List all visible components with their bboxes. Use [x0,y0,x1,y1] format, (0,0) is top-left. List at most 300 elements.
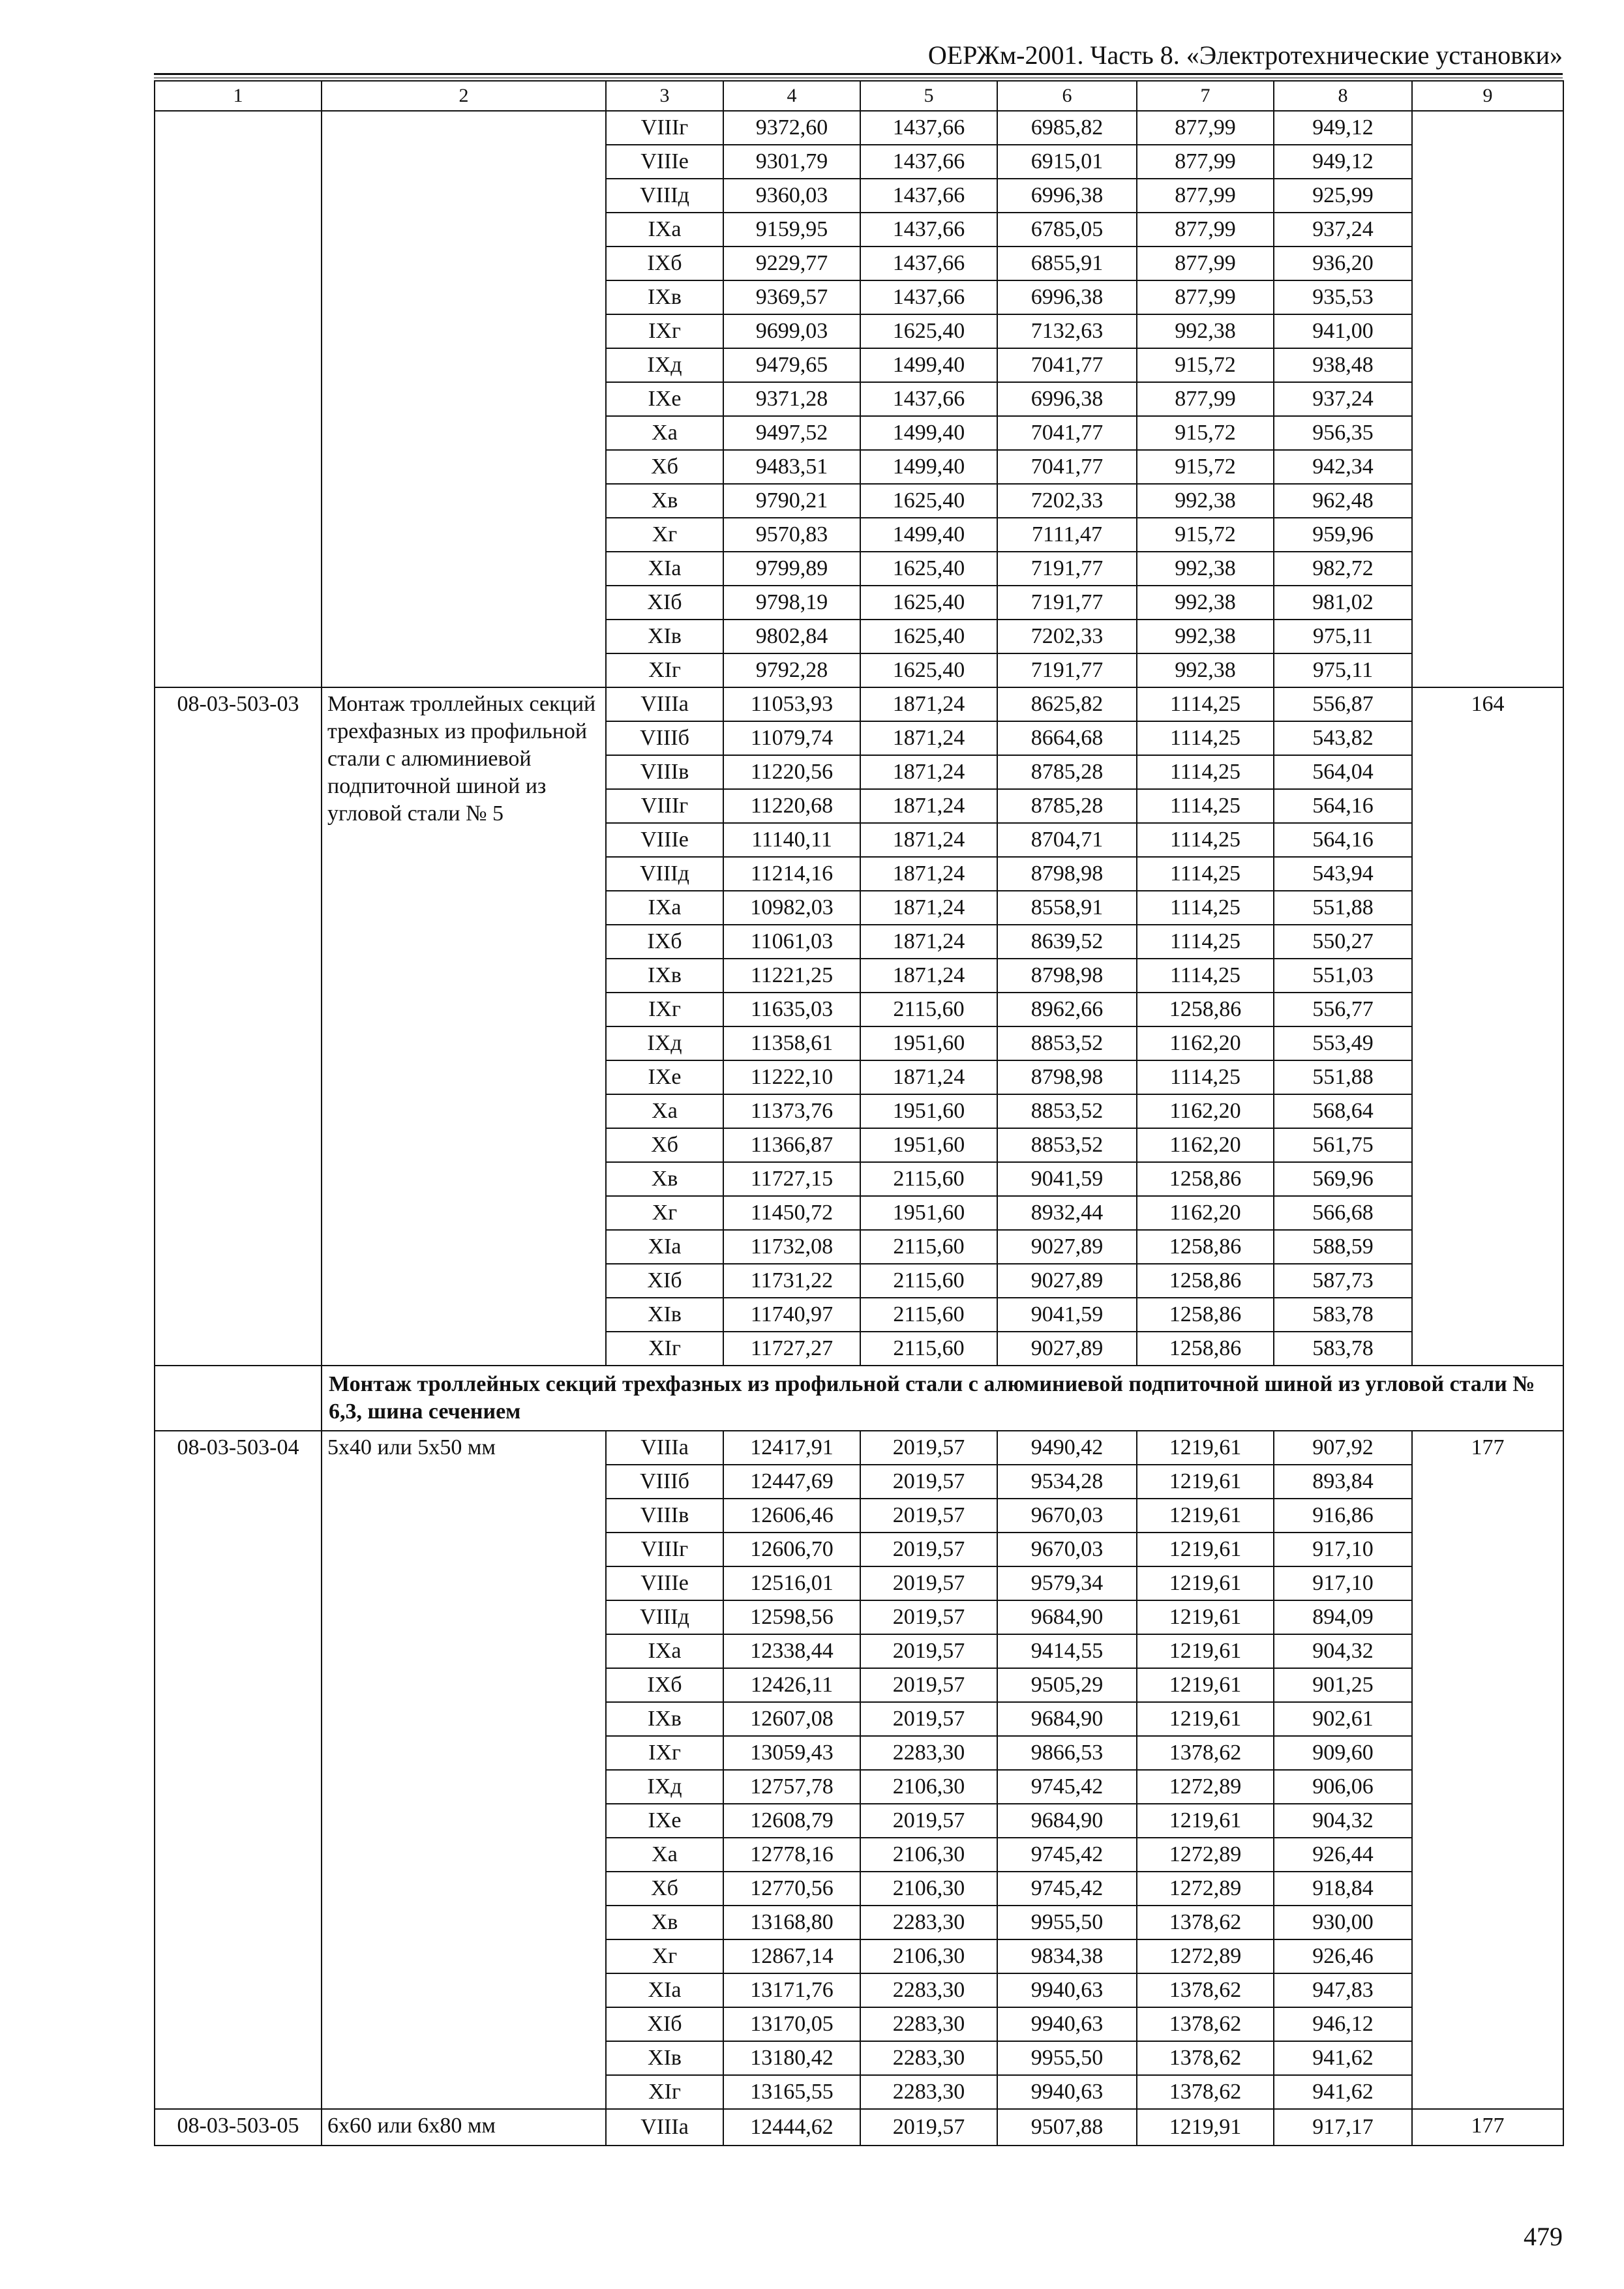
total-cost-cell: 12516,01 [723,1566,860,1600]
machinist-wages-cell: 1114,25 [1137,1060,1274,1094]
column-number: 7 [1137,81,1274,111]
machines-cell: 7202,33 [997,620,1137,653]
machines-cell: 9507,88 [997,2109,1137,2146]
zone-cell: Xг [606,1196,723,1230]
materials-cell: 941,62 [1274,2075,1412,2109]
total-cost-cell: 12778,16 [723,1838,860,1872]
zone-cell: VIIIе [606,145,723,179]
total-cost-cell: 11061,03 [723,925,860,959]
zone-cell: Xг [606,1939,723,1973]
column-number: 6 [997,81,1137,111]
total-cost-cell: 12770,56 [723,1872,860,1906]
zone-cell: XIб [606,586,723,620]
wages-cell: 1871,24 [860,925,997,959]
item-name [322,111,606,687]
wages-cell: 2019,57 [860,1465,997,1499]
materials-cell: 904,32 [1274,1804,1412,1838]
total-cost-cell: 11140,11 [723,823,860,857]
machines-cell: 7191,77 [997,653,1137,687]
materials-cell: 975,11 [1274,653,1412,687]
wages-cell: 2283,30 [860,1973,997,2007]
total-cost-cell: 11732,08 [723,1230,860,1264]
column-number: 5 [860,81,997,111]
wages-cell: 1499,40 [860,416,997,450]
materials-cell: 543,94 [1274,857,1412,891]
machinist-wages-cell: 877,99 [1137,179,1274,213]
zone-cell: VIIIб [606,1465,723,1499]
wages-cell: 2115,60 [860,1264,997,1298]
item-name: 5x40 или 5x50 мм [322,1431,606,2109]
header-rule [154,73,1563,75]
total-cost-cell: 12426,11 [723,1668,860,1702]
materials-cell: 551,03 [1274,959,1412,993]
wages-cell: 2019,57 [860,1634,997,1668]
materials-cell: 902,61 [1274,1702,1412,1736]
zone-cell: Xа [606,1094,723,1128]
machines-cell: 9745,42 [997,1838,1137,1872]
materials-cell: 556,77 [1274,993,1412,1026]
machines-cell: 8962,66 [997,993,1137,1026]
materials-cell: 925,99 [1274,179,1412,213]
wages-cell: 1625,40 [860,484,997,518]
machines-cell: 7191,77 [997,552,1137,586]
materials-cell: 588,59 [1274,1230,1412,1264]
wages-cell: 2283,30 [860,2041,997,2075]
machines-cell: 9940,63 [997,2075,1137,2109]
materials-cell: 926,44 [1274,1838,1412,1872]
total-cost-cell: 12338,44 [723,1634,860,1668]
column-number: 1 [155,81,322,111]
machinist-wages-cell: 1219,61 [1137,1499,1274,1533]
machines-cell: 9027,89 [997,1332,1137,1366]
wages-cell: 2019,57 [860,1600,997,1634]
column-number: 3 [606,81,723,111]
column-number: 4 [723,81,860,111]
total-cost-cell: 9360,03 [723,179,860,213]
machinist-wages-cell: 1378,62 [1137,1736,1274,1770]
total-cost-cell: 11214,16 [723,857,860,891]
machines-cell: 9414,55 [997,1634,1137,1668]
total-cost-cell: 9479,65 [723,348,860,382]
wages-cell: 2019,57 [860,1702,997,1736]
zone-cell: XIг [606,653,723,687]
wages-cell: 2106,30 [860,1770,997,1804]
zone-cell: IXв [606,280,723,314]
wages-cell: 2283,30 [860,2075,997,2109]
machinist-wages-cell: 992,38 [1137,586,1274,620]
wages-cell: 2115,60 [860,1162,997,1196]
machinist-wages-cell: 877,99 [1137,280,1274,314]
machinist-wages-cell: 1219,61 [1137,1804,1274,1838]
zone-cell: XIб [606,1264,723,1298]
zone-cell: VIIIв [606,1499,723,1533]
wages-cell: 1625,40 [860,653,997,687]
wages-cell: 2106,30 [860,1939,997,1973]
zone-cell: XIв [606,2041,723,2075]
machines-cell: 9745,42 [997,1770,1137,1804]
machinist-wages-cell: 877,99 [1137,247,1274,280]
materials-cell: 909,60 [1274,1736,1412,1770]
machinist-wages-cell: 877,99 [1137,382,1274,416]
materials-cell: 564,16 [1274,823,1412,857]
total-cost-cell: 13170,05 [723,2007,860,2041]
wages-cell: 2283,30 [860,2007,997,2041]
zone-cell: IXа [606,891,723,925]
zone-cell: XIг [606,2075,723,2109]
materials-cell: 551,88 [1274,1060,1412,1094]
wages-cell: 1871,24 [860,1060,997,1094]
machinist-wages-cell: 1219,61 [1137,1465,1274,1499]
materials-cell: 904,32 [1274,1634,1412,1668]
wages-cell: 1951,60 [860,1094,997,1128]
wages-cell: 1437,66 [860,382,997,416]
total-cost-cell: 12447,69 [723,1465,860,1499]
machines-cell: 9834,38 [997,1939,1137,1973]
machinist-wages-cell: 1258,86 [1137,1298,1274,1332]
machinist-wages-cell: 1114,25 [1137,891,1274,925]
materials-cell: 930,00 [1274,1906,1412,1939]
zone-cell: Xв [606,1162,723,1196]
zone-cell: IXб [606,925,723,959]
machines-cell: 9670,03 [997,1499,1137,1533]
total-cost-cell: 11221,25 [723,959,860,993]
total-cost-cell: 9229,77 [723,247,860,280]
materials-cell: 566,68 [1274,1196,1412,1230]
zone-cell: XIа [606,1230,723,1264]
wages-cell: 2106,30 [860,1872,997,1906]
item-code [155,111,322,687]
zone-cell: IXд [606,1770,723,1804]
wages-cell: 1437,66 [860,280,997,314]
machinist-wages-cell: 1114,25 [1137,789,1274,823]
wages-cell: 1625,40 [860,586,997,620]
materials-cell: 941,00 [1274,314,1412,348]
wages-cell: 1871,24 [860,687,997,721]
machines-cell: 9490,42 [997,1431,1137,1465]
machines-cell: 7041,77 [997,348,1137,382]
materials-cell: 569,96 [1274,1162,1412,1196]
zone-cell: XIг [606,1332,723,1366]
materials-cell: 556,87 [1274,687,1412,721]
zone-cell: VIIIд [606,179,723,213]
zone-cell: VIIIа [606,687,723,721]
wages-cell: 1625,40 [860,620,997,653]
machinist-wages-cell: 992,38 [1137,484,1274,518]
zone-cell: XIб [606,2007,723,2041]
machinist-wages-cell: 1162,20 [1137,1026,1274,1060]
materials-cell: 982,72 [1274,552,1412,586]
total-cost-cell: 12757,78 [723,1770,860,1804]
total-cost-cell: 13168,80 [723,1906,860,1939]
machinist-wages-cell: 1272,89 [1137,1872,1274,1906]
materials-cell: 561,75 [1274,1128,1412,1162]
total-cost-cell: 13171,76 [723,1973,860,2007]
table-row [155,1431,1563,1465]
wages-cell: 1499,40 [860,450,997,484]
machines-cell: 8853,52 [997,1128,1137,1162]
machines-cell: 8798,98 [997,959,1137,993]
machinist-wages-cell: 1114,25 [1137,959,1274,993]
total-cost-cell: 11635,03 [723,993,860,1026]
labor-cost-cell: 177 [1412,1431,1563,2109]
machinist-wages-cell: 1378,62 [1137,1906,1274,1939]
table-row [155,2109,1563,2146]
materials-cell: 551,88 [1274,891,1412,925]
zone-cell: IXд [606,1026,723,1060]
zone-cell: XIа [606,1973,723,2007]
wages-cell: 1437,66 [860,247,997,280]
total-cost-cell: 12867,14 [723,1939,860,1973]
materials-cell: 583,78 [1274,1298,1412,1332]
machinist-wages-cell: 1258,86 [1137,993,1274,1026]
total-cost-cell: 12608,79 [723,1804,860,1838]
table-body [155,81,1563,2146]
total-cost-cell: 9372,60 [723,111,860,145]
total-cost-cell: 11220,56 [723,755,860,789]
materials-cell: 941,62 [1274,2041,1412,2075]
machinist-wages-cell: 992,38 [1137,314,1274,348]
price-table [154,80,1564,2146]
materials-cell: 918,84 [1274,1872,1412,1906]
machines-cell: 8785,28 [997,789,1137,823]
machinist-wages-cell: 1219,61 [1137,1634,1274,1668]
item-name: Монтаж троллейных секций трехфазных из профильной стали с алюминиевой подпиточной шиной из угловой стали № 5 [322,687,606,1366]
materials-cell: 907,92 [1274,1431,1412,1465]
table-row [155,687,1563,721]
machinist-wages-cell: 1219,61 [1137,1533,1274,1566]
machinist-wages-cell: 1378,62 [1137,2007,1274,2041]
wages-cell: 1871,24 [860,755,997,789]
item-code: 08-03-503-05 [155,2109,322,2146]
machinist-wages-cell: 1219,61 [1137,1668,1274,1702]
zone-cell: Xа [606,1838,723,1872]
zone-cell: VIIIе [606,823,723,857]
materials-cell: 936,20 [1274,247,1412,280]
machinist-wages-cell: 1219,61 [1137,1431,1274,1465]
total-cost-cell: 9570,83 [723,518,860,552]
machines-cell: 8853,52 [997,1026,1137,1060]
machinist-wages-cell: 915,72 [1137,450,1274,484]
machinist-wages-cell: 1258,86 [1137,1162,1274,1196]
wages-cell: 2019,57 [860,1668,997,1702]
machines-cell: 9027,89 [997,1264,1137,1298]
wages-cell: 1499,40 [860,348,997,382]
machines-cell: 7132,63 [997,314,1137,348]
materials-cell: 935,53 [1274,280,1412,314]
zone-cell: VIIIв [606,755,723,789]
machines-cell: 9866,53 [997,1736,1137,1770]
machines-cell: 8558,91 [997,891,1137,925]
wages-cell: 2019,57 [860,1431,997,1465]
machines-cell: 9534,28 [997,1465,1137,1499]
total-cost-cell: 12606,70 [723,1533,860,1566]
machinist-wages-cell: 915,72 [1137,518,1274,552]
zone-cell: IXе [606,1060,723,1094]
materials-cell: 917,17 [1274,2109,1412,2146]
materials-cell: 906,06 [1274,1770,1412,1804]
zone-cell: IXе [606,382,723,416]
wages-cell: 2115,60 [860,993,997,1026]
total-cost-cell: 11358,61 [723,1026,860,1060]
wages-cell: 2019,57 [860,1533,997,1566]
wages-cell: 2019,57 [860,1499,997,1533]
total-cost-cell: 12417,91 [723,1431,860,1465]
machinist-wages-cell: 1258,86 [1137,1264,1274,1298]
total-cost-cell: 11727,15 [723,1162,860,1196]
materials-cell: 949,12 [1274,145,1412,179]
machinist-wages-cell: 1114,25 [1137,925,1274,959]
zone-cell: VIIIа [606,1431,723,1465]
machinist-wages-cell: 1272,89 [1137,1838,1274,1872]
zone-cell: XIа [606,552,723,586]
machines-cell: 7041,77 [997,416,1137,450]
zone-cell: Xб [606,1128,723,1162]
machinist-wages-cell: 1114,25 [1137,687,1274,721]
zone-cell: IXд [606,348,723,382]
machines-cell: 9684,90 [997,1702,1137,1736]
wages-cell: 1951,60 [860,1026,997,1060]
total-cost-cell: 13165,55 [723,2075,860,2109]
wages-cell: 2115,60 [860,1332,997,1366]
machines-cell: 8798,98 [997,857,1137,891]
materials-cell: 543,82 [1274,721,1412,755]
zone-cell: IXг [606,314,723,348]
column-number-row [155,81,1563,111]
total-cost-cell: 9483,51 [723,450,860,484]
wages-cell: 1871,24 [860,857,997,891]
zone-cell: Xв [606,1906,723,1939]
machinist-wages-cell: 992,38 [1137,552,1274,586]
zone-cell: Xг [606,518,723,552]
materials-cell: 926,46 [1274,1939,1412,1973]
materials-cell: 564,16 [1274,789,1412,823]
wages-cell: 1437,66 [860,111,997,145]
machines-cell: 9940,63 [997,1973,1137,2007]
total-cost-cell: 11731,22 [723,1264,860,1298]
machinist-wages-cell: 1219,91 [1137,2109,1274,2146]
machinist-wages-cell: 877,99 [1137,145,1274,179]
machines-cell: 7041,77 [997,450,1137,484]
materials-cell: 975,11 [1274,620,1412,653]
zone-cell: VIIIг [606,111,723,145]
zone-cell: Xа [606,416,723,450]
materials-cell: 956,35 [1274,416,1412,450]
wages-cell: 1437,66 [860,213,997,247]
machines-cell: 6785,05 [997,213,1137,247]
machines-cell: 9955,50 [997,2041,1137,2075]
total-cost-cell: 9159,95 [723,213,860,247]
machinist-wages-cell: 1219,61 [1137,1600,1274,1634]
machines-cell: 9940,63 [997,2007,1137,2041]
machines-cell: 8785,28 [997,755,1137,789]
wages-cell: 1871,24 [860,789,997,823]
total-cost-cell: 11740,97 [723,1298,860,1332]
total-cost-cell: 9802,84 [723,620,860,653]
materials-cell: 947,83 [1274,1973,1412,2007]
machines-cell: 8932,44 [997,1196,1137,1230]
zone-cell: IXб [606,247,723,280]
total-cost-cell: 9798,19 [723,586,860,620]
zone-cell: VIIIг [606,789,723,823]
zone-cell: XIв [606,1298,723,1332]
wages-cell: 1499,40 [860,518,997,552]
machinist-wages-cell: 915,72 [1137,416,1274,450]
machines-cell: 9955,50 [997,1906,1137,1939]
machines-cell: 9505,29 [997,1668,1137,1702]
materials-cell: 583,78 [1274,1332,1412,1366]
machinist-wages-cell: 1162,20 [1137,1128,1274,1162]
machinist-wages-cell: 1114,25 [1137,857,1274,891]
machines-cell: 9579,34 [997,1566,1137,1600]
machines-cell: 6985,82 [997,111,1137,145]
section-heading-row [155,1366,1563,1431]
zone-cell: VIIIе [606,1566,723,1600]
zone-cell: Xб [606,450,723,484]
wages-cell: 2019,57 [860,1804,997,1838]
zone-cell: Xб [606,1872,723,1906]
wages-cell: 2115,60 [860,1298,997,1332]
machines-cell: 9027,89 [997,1230,1137,1264]
column-number: 2 [322,81,606,111]
item-code: 08-03-503-04 [155,1431,322,2109]
total-cost-cell: 9301,79 [723,145,860,179]
machinist-wages-cell: 1219,61 [1137,1566,1274,1600]
zone-cell: VIIIа [606,2109,723,2146]
wages-cell: 2283,30 [860,1906,997,1939]
materials-cell: 568,64 [1274,1094,1412,1128]
column-number: 8 [1274,81,1412,111]
machinist-wages-cell: 877,99 [1137,213,1274,247]
machines-cell: 7191,77 [997,586,1137,620]
wages-cell: 1437,66 [860,179,997,213]
column-number: 9 [1412,81,1563,111]
total-cost-cell: 12598,56 [723,1600,860,1634]
machinist-wages-cell: 1272,89 [1137,1770,1274,1804]
wages-cell: 1625,40 [860,552,997,586]
total-cost-cell: 9799,89 [723,552,860,586]
zone-cell: Xв [606,484,723,518]
zone-cell: IXг [606,993,723,1026]
total-cost-cell: 9369,57 [723,280,860,314]
total-cost-cell: 9371,28 [723,382,860,416]
machines-cell: 8639,52 [997,925,1137,959]
zone-cell: VIIIд [606,1600,723,1634]
zone-cell: IXг [606,1736,723,1770]
total-cost-cell: 9699,03 [723,314,860,348]
machinist-wages-cell: 1162,20 [1137,1094,1274,1128]
machines-cell: 7202,33 [997,484,1137,518]
machines-cell: 9041,59 [997,1298,1137,1332]
wages-cell: 2106,30 [860,1838,997,1872]
machines-cell: 9684,90 [997,1600,1137,1634]
materials-cell: 981,02 [1274,586,1412,620]
total-cost-cell: 11079,74 [723,721,860,755]
total-cost-cell: 11373,76 [723,1094,860,1128]
section-title: Монтаж троллейных секций трехфазных из профильной стали с алюминиевой подпиточной шиной из угловой стали № 6,3, шина сечением [322,1366,1563,1431]
machinist-wages-cell: 915,72 [1137,348,1274,382]
zone-cell: IXа [606,1634,723,1668]
total-cost-cell: 13180,42 [723,2041,860,2075]
running-header: ОЕРЖм-2001. Часть 8. «Электротехнические установки» [927,40,1563,70]
labor-cost-cell: 164 [1412,687,1563,1366]
machinist-wages-cell: 1258,86 [1137,1230,1274,1264]
item-name: 6x60 или 6x80 мм [322,2109,606,2146]
machinist-wages-cell: 1162,20 [1137,1196,1274,1230]
machinist-wages-cell: 1378,62 [1137,1973,1274,2007]
zone-cell: IXб [606,1668,723,1702]
machines-cell: 9041,59 [997,1162,1137,1196]
machinist-wages-cell: 1378,62 [1137,2075,1274,2109]
